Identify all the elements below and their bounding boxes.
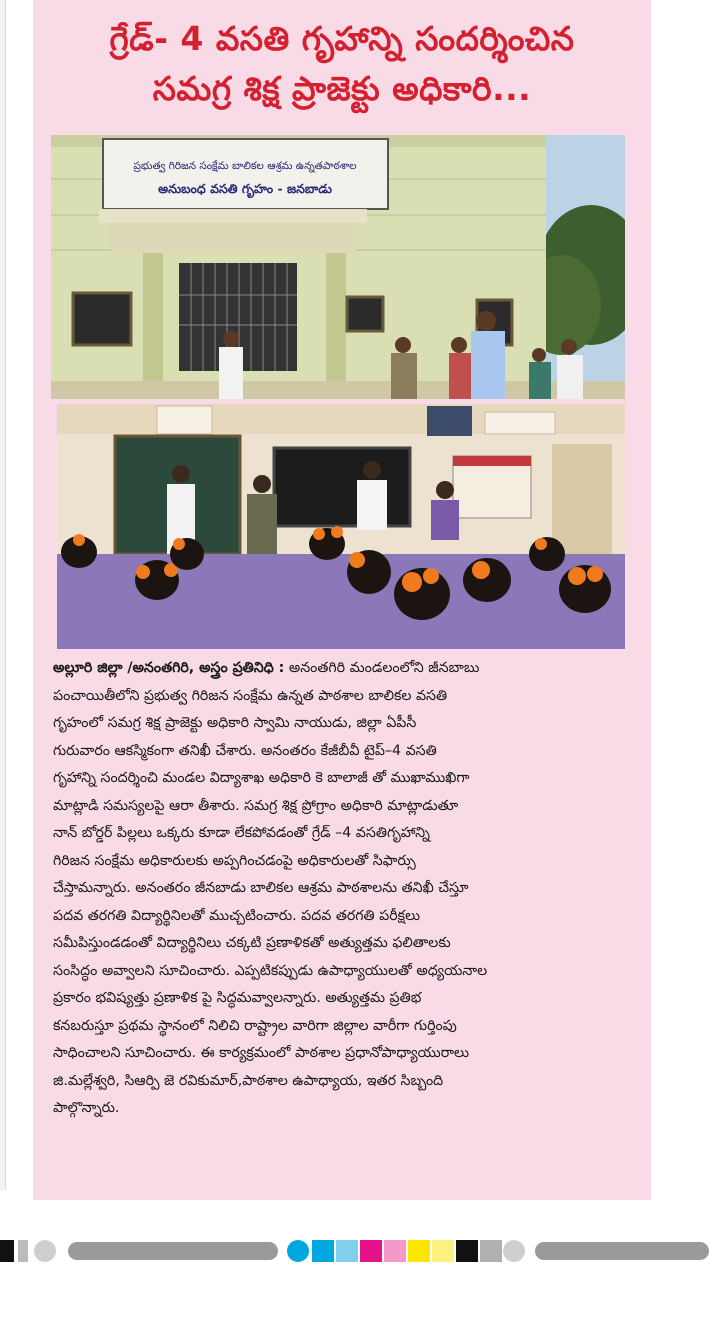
article-line: పంచాయితీలోని ప్రభుత్వ గిరిజన సంక్షేమ ఉన్నత పాఠశాల బాలికల వసతి bbox=[53, 687, 448, 704]
article-line: పదవ తరగతి విద్యార్థినిలతో ముచ్చటించారు. పదవ తరగతి పరీక్షలు bbox=[53, 907, 421, 924]
dateline: అల్లూరి జిల్లా /అనంతగిరి, అస్త్రం ప్రతినిధి : bbox=[53, 660, 285, 676]
page-edge bbox=[0, 0, 6, 1190]
article-line: కనబరుస్తూ ప్రథమ స్థానంలో నిలిచి రాష్ట్రాల వారిగా జిల్లాల వారీగా గుర్తింపు bbox=[53, 1017, 457, 1034]
hostel-building-photo bbox=[51, 135, 625, 399]
article-line: ప్రకారం భవిష్యత్తు ప్రణాళిక పై సిద్ధమవ్వాలన్నారు. అత్యుత్తమ ప్రతిభ bbox=[53, 990, 422, 1006]
headline bbox=[33, 14, 651, 114]
headline-line-1: గ్రేడ్- 4 వసతి గృహాన్ని సందర్శించిన bbox=[109, 19, 575, 58]
article-line: సంసిద్ధం అవ్వాలని సూచించారు. ఎప్పటికప్పుడు ఉపాధ్యాయులతో అధ్యయనాల bbox=[53, 962, 488, 979]
article-line: చేస్తామన్నారు. అనంతరం జీనబాడు బాలికల ఆశ్రమ పాఠశాలను తనిఖీ చేస్తూ bbox=[53, 880, 469, 896]
article-line: గురువారం ఆకస్మికంగా తనిఖీ చేశారు. అనంతరం కేజీబీవీ టైప్–4 వసతి bbox=[53, 742, 437, 759]
article-line: నాన్ బోర్డర్ పిల్లలు ఒక్కరు కూడా లేకపోవడంతో గ్రేడ్ –4 వసతిగృహాన్ని bbox=[53, 825, 430, 841]
article-line: పాల్గొన్నారు. bbox=[53, 1100, 120, 1116]
article-line: గృహంలో సమగ్ర శిక్ష ప్రాజెక్టు అధికారి స్వామి నాయుడు, జిల్లా ఏపీసీ bbox=[53, 715, 417, 731]
article-line: సాధించాలని సూచించారు. ఈ కార్యక్రమంలో పాఠశాల ప్రధానోపాధ్యాయురాలు bbox=[53, 1045, 469, 1061]
sign-text-line-2: అనుబంధ వసతి గృహం - జనబాడు bbox=[158, 181, 332, 196]
article-line: జి.మల్లేశ్వరి, సిఆర్పి జె రవికుమార్,పాఠశాల ఉపాధ్యాయ, ఇతర సిబ్బంది bbox=[53, 1072, 444, 1089]
print-color-bar bbox=[0, 1236, 709, 1266]
sign-text-line-1: ప్రభుత్వ గిరిజన సంక్షేమ బాలికల ఆశ్రమ ఉన్నతపాఠశాల bbox=[133, 160, 357, 172]
headline-line-2: సమగ్ర శిక్ష ప్రాజెక్టు అధికారి... bbox=[152, 69, 532, 108]
article-line: అల్లూరి జిల్లా /అనంతగిరి, అస్త్రం ప్రతినిధి : అనంతగిరి మండలంలోని జీనబాబు bbox=[53, 660, 480, 676]
article-line: సమీపిస్తుండడంతో విద్యార్థినిలు చక్కటి ప్రణాళికతో అత్యుత్తమ ఫలితాలకు bbox=[53, 935, 451, 951]
article-line: గృహాన్ని సందర్శించి మండల విద్యాశాఖ అధికారి కె బాలాజీ తో ముఖాముఖిగా bbox=[53, 770, 470, 786]
article-body bbox=[53, 655, 629, 1123]
classroom-photo bbox=[57, 404, 625, 649]
article-line: గిరిజన సంక్షేమ అధికారులకు అప్పగించడంపై అధికారులతో సిఫార్సు bbox=[53, 852, 416, 869]
article-line: మాట్లాడి సమస్యలపై ఆరా తీశారు. సమగ్ర శిక్ష ప్రోగ్రాం అధికారి మాట్లాడుతూ bbox=[53, 797, 459, 814]
